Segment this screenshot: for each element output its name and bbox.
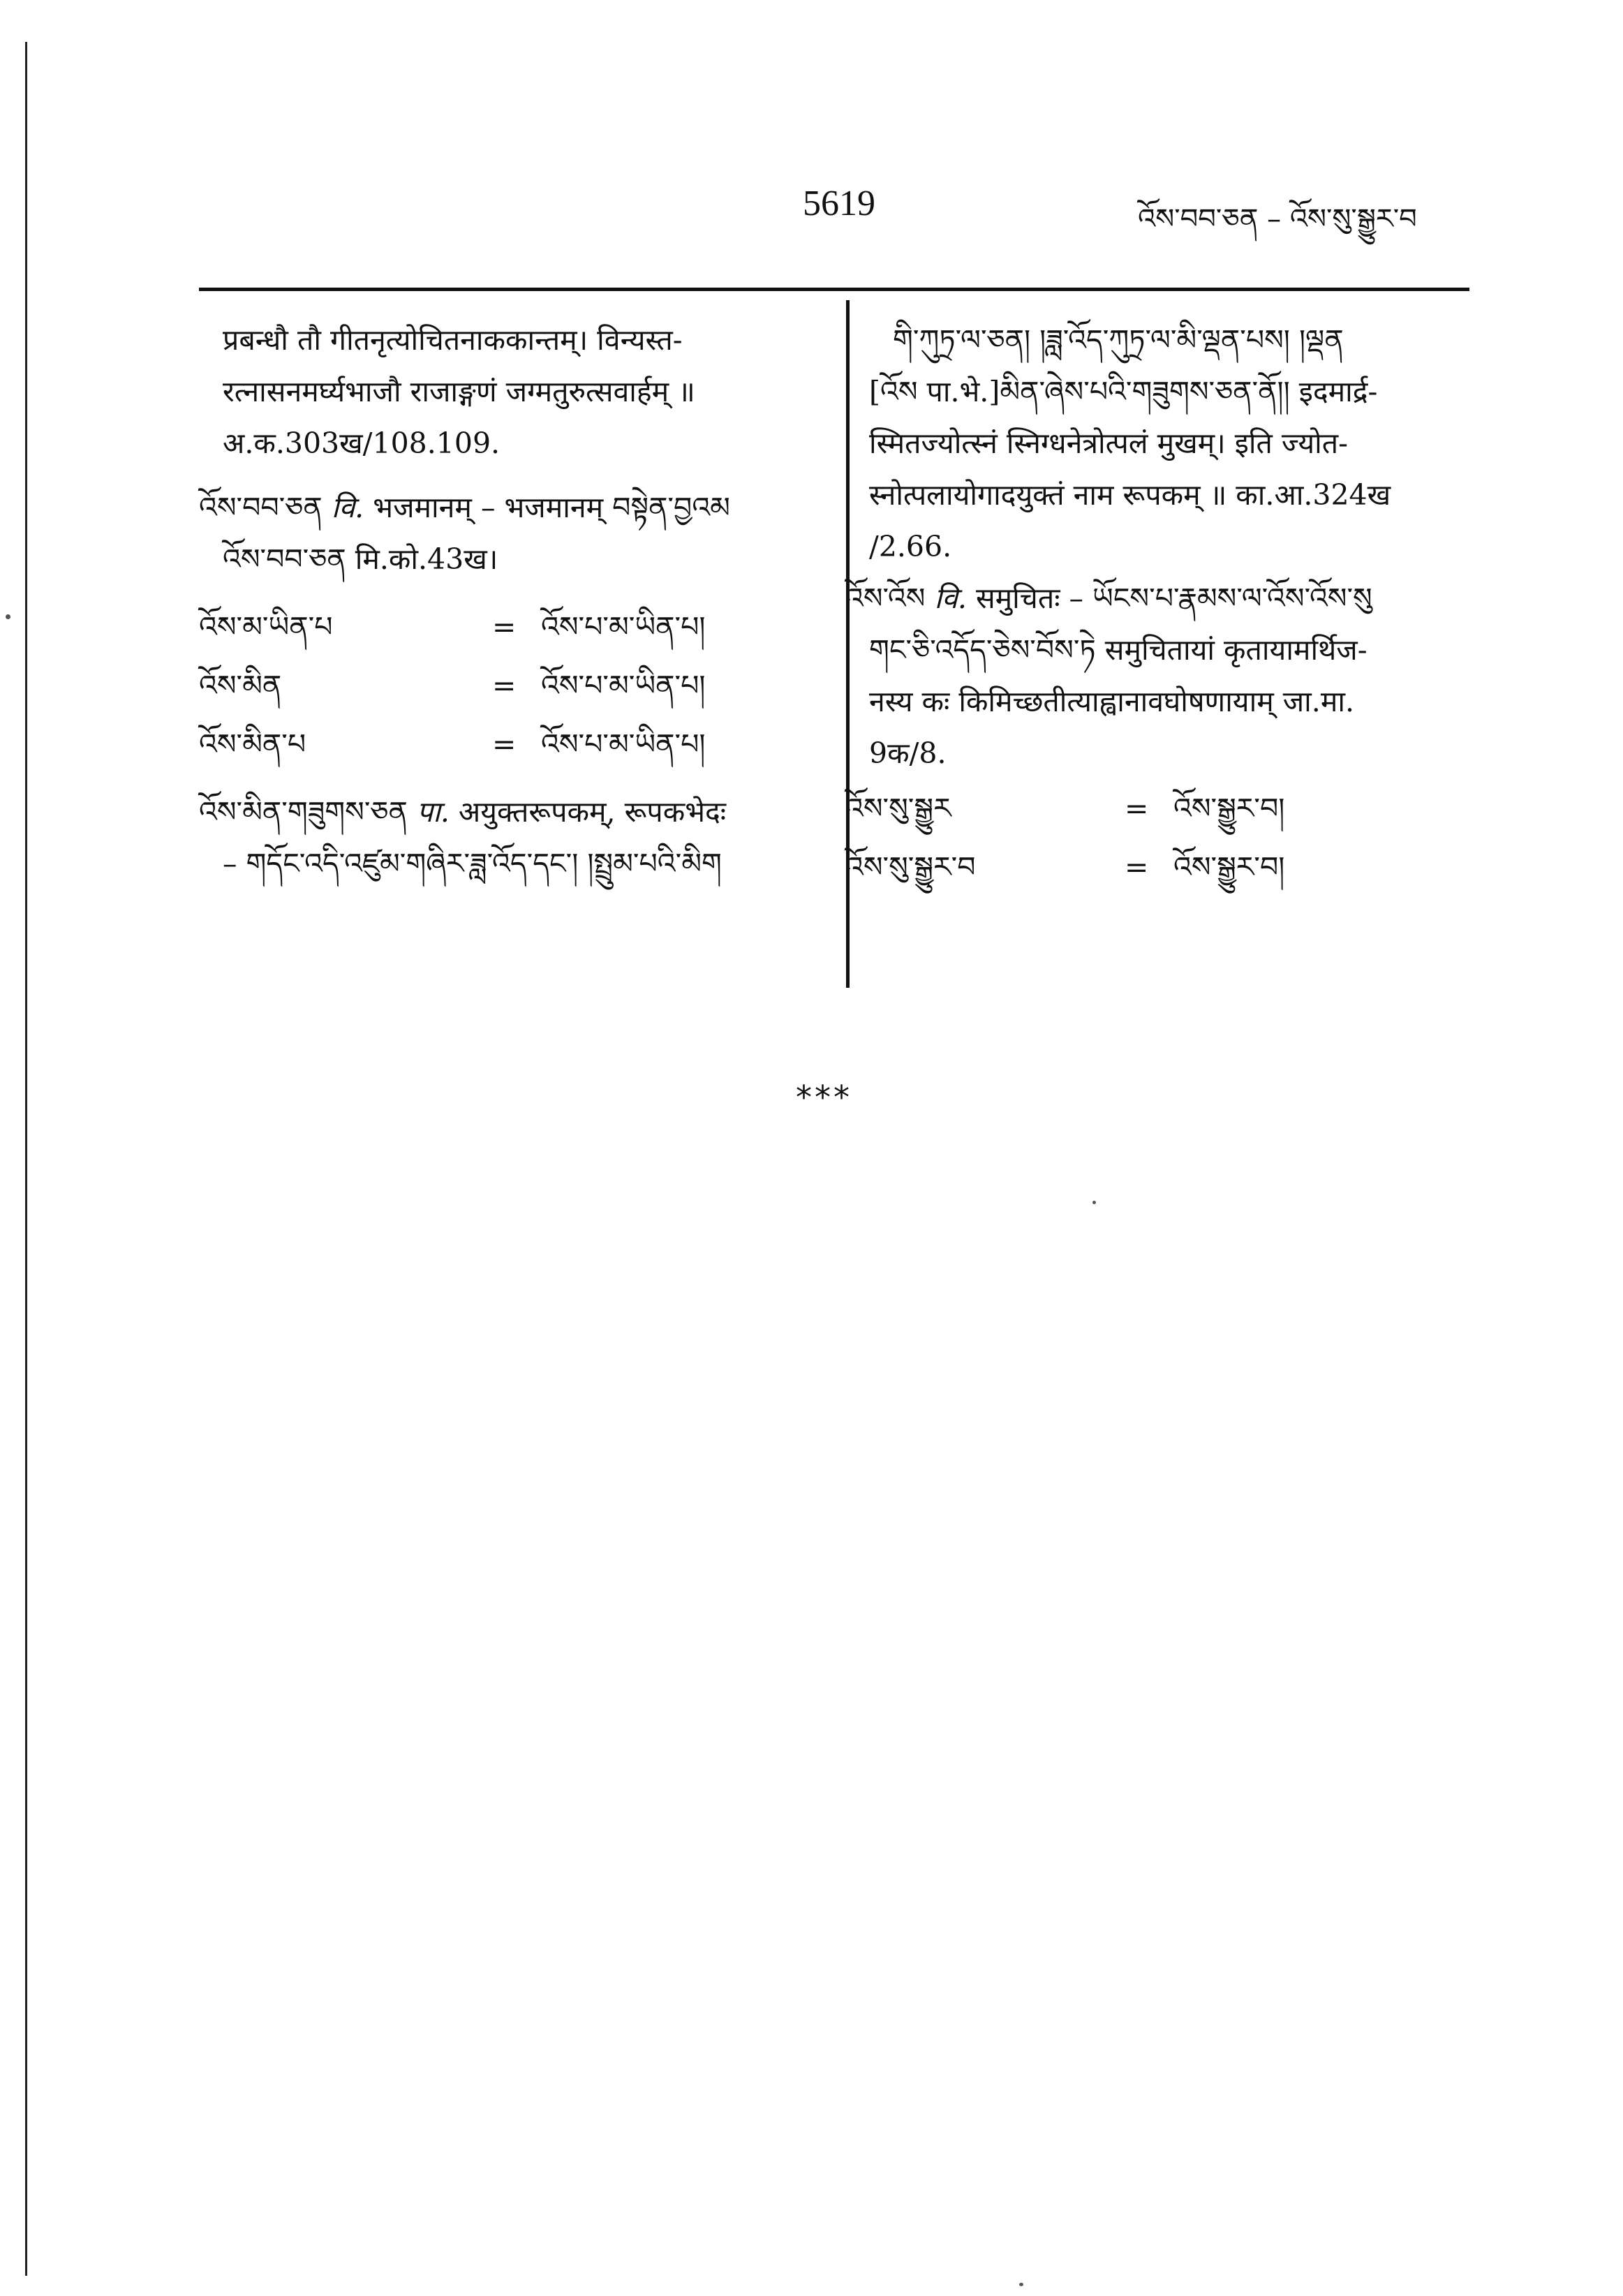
cross-reference [845,779,1469,838]
entry-headword: འོས་བབ་ཅན [199,491,323,524]
text-line: གང་ཅི་འདོད་ཅེས་བོས་ཏེ समुचितायां कृतायामर्थिज- [869,633,1368,667]
page-number: 5619 [803,184,875,223]
text-line: འོས་བབ་ཅན मि.को.43ख। [223,542,498,576]
cross-reference [845,838,1469,896]
text-line: अ.क.303ख/108.109. [223,427,501,460]
xref-headword: འོས་མིན [199,669,282,702]
text-line: – གདོང་འདི་འཛུམ་གཞིར་ཟླ་འོད་དང་། །སྤྲུམ་པའི་མིག [223,847,722,880]
xref-headword: འོས་མ་ཡིན་པ [199,610,333,644]
xref-equals: = [1125,792,1149,825]
text-line: स्मितज्योत्स्नं स्निग्धनेत्रोत्पलं मुखम्। इति ज्योत- [869,427,1348,460]
xref-target: འོས་སྒྱུར་བ། [1173,850,1285,884]
scan-edge-line [25,42,27,2276]
xref-target: འོས་པ་མ་ཡིན་པ། [541,610,706,644]
text-line: रत्नासनमर्घ्यभाजौ राजाङ्गणं जग्मतुरुत्सवार्हम् ॥ [223,375,695,408]
grammar-label: वि. [331,491,364,524]
xref-headword: འོས་སུ་སྒྱུར [845,792,951,825]
xref-target: འོས་སྒྱུར་བ། [1173,792,1285,825]
cross-reference [199,598,820,656]
end-mark: *** [796,1079,852,1116]
running-head: འོས་བབ་ཅན – འོས་སུ་སྒྱུར་བ [1138,203,1417,235]
right-column [845,314,1469,896]
entry-text: समुचितः – ཡོངས་པ་རྣམས་ལ་འོས་འོས་སུ [975,582,1372,615]
xref-equals: = [492,727,517,761]
entry-text: अयुक्तरूपकम्, रूपकभेदः [458,795,727,829]
grammar-label: वि. [934,582,967,615]
grammar-label: पा. [416,795,450,829]
cross-reference [199,656,820,715]
scan-speck [6,614,10,619]
xref-equals: = [492,610,517,644]
xref-headword: འོས་མིན་པ [199,727,306,761]
xref-equals: = [492,669,517,702]
text-line: प्रबन्धौ तौ गीतनृत्योचितनाककान्तम्। विन्यस्त- [223,323,683,357]
text-line: [འོས पा.भे.]མིན་ཞེས་པའི་གཟུགས་ཅན་ནོ།། इदमार्द्र- [869,375,1378,408]
scan-speck [1092,1201,1096,1204]
text-line: नस्य कः किमिच्छतीत्याह्वानावघोषणायाम् जा.मा. [869,685,1355,718]
entry-headword: འོས་འོས [845,582,926,615]
text-line: གི་ཀུཏྲ་ལ་ཅན། །ཟླ་འོད་ཀུཏྲ་ལ་མི་ལྡན་པས། །ལྡན [893,323,1344,357]
entry-text: भजमानम् – भजमानम् བསྟེན་བྱའམ [373,491,730,524]
dictionary-entry [199,482,820,533]
dictionary-entry [845,572,1469,624]
scan-speck [1019,2283,1023,2286]
text-line: /2.66. [869,530,952,563]
left-column [199,314,820,889]
text-line: स्नोत्पलायोगादयुक्तं नाम रूपकम् ॥ का.आ.324ख [869,478,1391,512]
text-line: 9क/8. [869,736,947,770]
header-rule [199,288,1469,291]
cross-reference [199,715,820,773]
xref-target: འོས་པ་མ་ཡིན་པ། [541,669,706,702]
xref-headword: འོས་སུ་སྒྱུར་བ [845,850,976,884]
xref-target: འོས་པ་མ་ཡིན་པ། [541,727,706,761]
dictionary-entry [199,786,820,838]
xref-equals: = [1125,850,1149,884]
entry-headword: འོས་མིན་གཟུགས་ཅན [199,795,408,829]
